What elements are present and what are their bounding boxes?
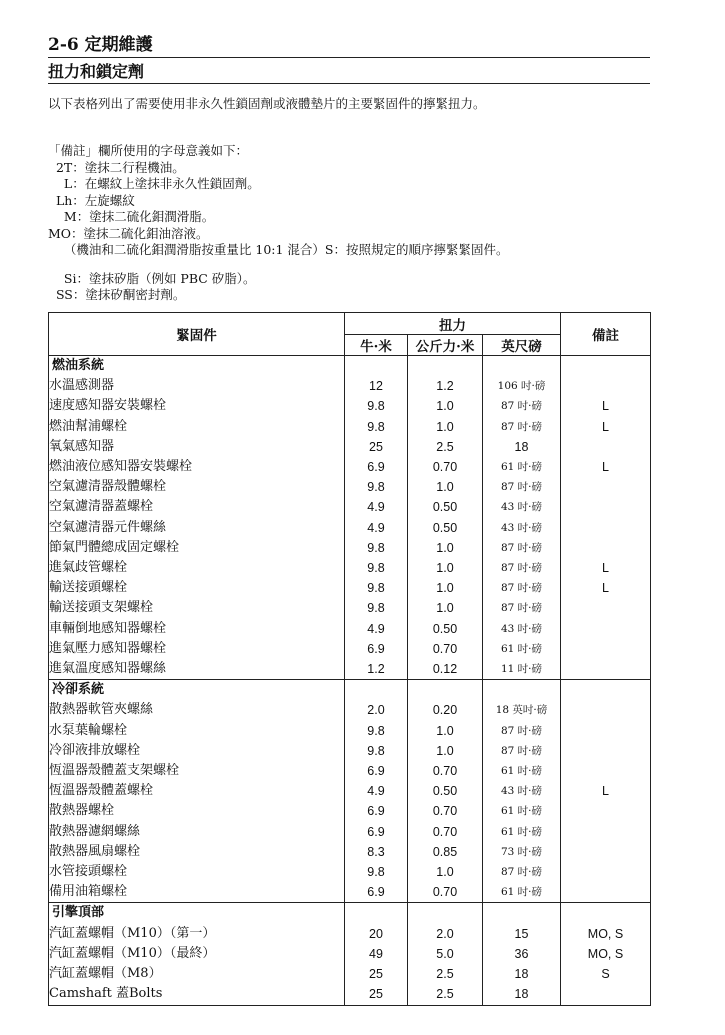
group-row: [49, 356, 651, 377]
group-blank-cell: [408, 356, 483, 377]
subsection-title: 扭力和鎖定劑: [48, 62, 650, 84]
remarks-cell: [561, 761, 651, 781]
ftlb-cell: 43 吋·磅: [483, 518, 561, 538]
table-row: [49, 964, 651, 984]
ftlb-cell: 61 吋·磅: [483, 639, 561, 659]
ftlb-cell: 18: [483, 984, 561, 1005]
kgfm-cell: 0.50: [408, 518, 483, 538]
table-row: [49, 842, 651, 862]
nm-cell: 9.8: [345, 558, 408, 578]
kgfm-cell: 0.12: [408, 659, 483, 680]
header-torque: 扭力: [345, 313, 561, 335]
group-row: [49, 680, 651, 701]
group-blank-cell: [561, 680, 651, 701]
remarks-cell: [561, 497, 651, 517]
ftlb-cell: 18 英吋·磅: [483, 700, 561, 720]
fastener-cell: 恆溫器殼體蓋螺栓: [49, 781, 345, 801]
nm-cell: 49: [345, 944, 408, 964]
fastener-cell: 車輛倒地感知器螺栓: [49, 619, 345, 639]
group-blank-cell: [408, 903, 483, 924]
fastener-cell: 散熱器軟管夾螺絲: [49, 700, 345, 720]
table-row: [49, 598, 651, 618]
table-row: [49, 619, 651, 639]
nm-cell: 6.9: [345, 457, 408, 477]
legend-line: L：在螺紋上塗抹非永久性鎖固劑。: [48, 176, 260, 191]
remarks-cell: [561, 801, 651, 821]
group-name: 冷卻系統: [49, 680, 345, 701]
fastener-cell: 散熱器風扇螺栓: [49, 842, 345, 862]
group-blank-cell: [345, 680, 408, 701]
table-row: [49, 376, 651, 396]
kgfm-cell: 0.70: [408, 639, 483, 659]
ftlb-cell: 36: [483, 944, 561, 964]
header-kgfm: 公斤力·米: [408, 335, 483, 356]
ftlb-cell: 87 吋·磅: [483, 862, 561, 882]
kgfm-cell: 0.50: [408, 497, 483, 517]
fastener-cell: 輸送接頭支架螺栓: [49, 598, 345, 618]
kgfm-cell: 2.5: [408, 984, 483, 1005]
ftlb-cell: 87 吋·磅: [483, 477, 561, 497]
fastener-cell: 進氣歧管螺栓: [49, 558, 345, 578]
fastener-cell: 備用油箱螺栓: [49, 882, 345, 903]
kgfm-cell: 1.0: [408, 538, 483, 558]
remarks-cell: L: [561, 558, 651, 578]
ftlb-cell: 61 吋·磅: [483, 457, 561, 477]
kgfm-cell: 1.0: [408, 396, 483, 416]
nm-cell: 20: [345, 924, 408, 944]
group-row: [49, 903, 651, 924]
kgfm-cell: 1.0: [408, 741, 483, 761]
nm-cell: 25: [345, 984, 408, 1005]
table-row: [49, 721, 651, 741]
legend-line: [48, 259, 508, 271]
kgfm-cell: 0.70: [408, 761, 483, 781]
ftlb-cell: 61 吋·磅: [483, 761, 561, 781]
fastener-cell: 燃油幫浦螺栓: [49, 417, 345, 437]
header-ftlb: 英尺磅: [483, 335, 561, 356]
remarks-cell: [561, 477, 651, 497]
fastener-cell: 水泵葉輪螺栓: [49, 721, 345, 741]
fastener-cell: 節氣門體總成固定螺栓: [49, 538, 345, 558]
kgfm-cell: 0.70: [408, 457, 483, 477]
nm-cell: 9.8: [345, 862, 408, 882]
legend-line: M：塗抹二硫化鉬潤滑脂。: [48, 209, 215, 224]
table-row: [49, 741, 651, 761]
nm-cell: 9.8: [345, 578, 408, 598]
table-row: [49, 862, 651, 882]
remarks-cell: L: [561, 396, 651, 416]
ftlb-cell: 11 吋·磅: [483, 659, 561, 680]
fastener-cell: 水溫感測器: [49, 376, 345, 396]
kgfm-cell: 1.0: [408, 862, 483, 882]
table-row: [49, 659, 651, 680]
group-name: 引擎頂部: [49, 903, 345, 924]
remarks-cell: [561, 538, 651, 558]
group-blank-cell: [483, 903, 561, 924]
table-row: [49, 558, 651, 578]
nm-cell: 12: [345, 376, 408, 396]
remarks-cell: [561, 659, 651, 680]
remarks-cell: L: [561, 457, 651, 477]
nm-cell: 9.8: [345, 538, 408, 558]
remarks-cell: [561, 700, 651, 720]
nm-cell: 6.9: [345, 639, 408, 659]
nm-cell: 4.9: [345, 619, 408, 639]
remarks-cell: S: [561, 964, 651, 984]
nm-cell: 9.8: [345, 598, 408, 618]
kgfm-cell: 2.5: [408, 964, 483, 984]
table-row: [49, 882, 651, 903]
table-row: [49, 761, 651, 781]
nm-cell: 6.9: [345, 882, 408, 903]
kgfm-cell: 1.0: [408, 578, 483, 598]
remarks-cell: L: [561, 781, 651, 801]
table-row: [49, 944, 651, 964]
kgfm-cell: 0.50: [408, 781, 483, 801]
remarks-cell: [561, 639, 651, 659]
kgfm-cell: 0.70: [408, 822, 483, 842]
fastener-cell: 燃油液位感知器安裝螺栓: [49, 457, 345, 477]
kgfm-cell: 0.70: [408, 801, 483, 821]
table-row: [49, 518, 651, 538]
remarks-cell: [561, 518, 651, 538]
legend-line: Si：塗抹矽脂（例如 PBC 矽脂）。: [48, 270, 256, 286]
table-row: [49, 984, 651, 1005]
remarks-cell: [561, 721, 651, 741]
kgfm-cell: 0.50: [408, 619, 483, 639]
nm-cell: 9.8: [345, 721, 408, 741]
group-blank-cell: [345, 903, 408, 924]
ftlb-cell: 87 吋·磅: [483, 396, 561, 416]
kgfm-cell: 2.5: [408, 437, 483, 457]
legend-line: （機油和二硫化鉬潤滑脂按重量比 10:1 混合）S：按照規定的順序擰緊緊固件。: [48, 242, 509, 257]
kgfm-cell: 0.85: [408, 842, 483, 862]
remarks-cell: [561, 842, 651, 862]
kgfm-cell: 0.20: [408, 700, 483, 720]
table-row: [49, 477, 651, 497]
remarks-cell: MO, S: [561, 944, 651, 964]
fastener-cell: 冷卻液排放螺栓: [49, 741, 345, 761]
ftlb-cell: 87 吋·磅: [483, 598, 561, 618]
legend-line: MO：塗抹二硫化鉬油溶液。: [48, 225, 209, 241]
remarks-cell: [561, 437, 651, 457]
header-fastener: 緊固件: [49, 313, 345, 356]
kgfm-cell: 1.0: [408, 598, 483, 618]
nm-cell: 1.2: [345, 659, 408, 680]
nm-cell: 2.0: [345, 700, 408, 720]
ftlb-cell: 87 吋·磅: [483, 417, 561, 437]
fastener-cell: 恆溫器殼體蓋支架螺栓: [49, 761, 345, 781]
nm-cell: 6.9: [345, 761, 408, 781]
group-blank-cell: [408, 680, 483, 701]
kgfm-cell: 1.0: [408, 558, 483, 578]
kgfm-cell: 1.0: [408, 477, 483, 497]
remarks-cell: [561, 376, 651, 396]
remarks-cell: [561, 984, 651, 1005]
table-row: [49, 822, 651, 842]
kgfm-cell: 1.0: [408, 721, 483, 741]
nm-cell: 9.8: [345, 477, 408, 497]
remarks-cell: [561, 741, 651, 761]
legend-line: 2T：塗抹二行程機油。: [48, 159, 185, 175]
fastener-cell: 輸送接頭螺栓: [49, 578, 345, 598]
remarks-cell: [561, 822, 651, 842]
ftlb-cell: 106 吋·磅: [483, 376, 561, 396]
table-row: [49, 497, 651, 517]
ftlb-cell: 61 吋·磅: [483, 822, 561, 842]
table-row: [49, 924, 651, 944]
kgfm-cell: 2.0: [408, 924, 483, 944]
remarks-cell: [561, 862, 651, 882]
nm-cell: 9.8: [345, 396, 408, 416]
fastener-cell: 水管接頭螺栓: [49, 862, 345, 882]
nm-cell: 4.9: [345, 781, 408, 801]
ftlb-cell: 87 吋·磅: [483, 538, 561, 558]
table-row: [49, 700, 651, 720]
nm-cell: 25: [345, 964, 408, 984]
nm-cell: 4.9: [345, 497, 408, 517]
kgfm-cell: 1.0: [408, 417, 483, 437]
nm-cell: 25: [345, 437, 408, 457]
table-row: [49, 396, 651, 416]
remarks-cell: MO, S: [561, 924, 651, 944]
table-row: [49, 417, 651, 437]
nm-cell: 9.8: [345, 417, 408, 437]
legend-line: SS：塗抹矽酮密封劑。: [48, 287, 186, 302]
section-title: 2-6 定期維護: [48, 34, 650, 58]
group-blank-cell: [345, 356, 408, 377]
legend-line: Lh：左旋螺紋: [48, 192, 135, 208]
table-row: [49, 437, 651, 457]
table-row: [49, 801, 651, 821]
table-row: [49, 457, 651, 477]
ftlb-cell: 73 吋·磅: [483, 842, 561, 862]
kgfm-cell: 1.2: [408, 376, 483, 396]
intro-text: 以下表格列出了需要使用非永久性鎖固劑或液體墊片的主要緊固件的擰緊扭力。: [48, 96, 486, 111]
fastener-cell: 汽缸蓋螺帽（M10）（第一）: [49, 924, 345, 944]
fastener-cell: 進氣壓力感知器螺栓: [49, 639, 345, 659]
ftlb-cell: 18: [483, 964, 561, 984]
nm-cell: 8.3: [345, 842, 408, 862]
kgfm-cell: 0.70: [408, 882, 483, 903]
fastener-cell: 速度感知器安裝螺栓: [49, 396, 345, 416]
group-name: 燃油系統: [49, 356, 345, 377]
header-nm: 牛·米: [345, 335, 408, 356]
fastener-cell: Camshaft 蓋Bolts: [49, 984, 345, 1005]
legend-line: 「備註」欄所使用的字母意義如下：: [48, 143, 249, 158]
fastener-cell: 氧氣感知器: [49, 437, 345, 457]
nm-cell: 4.9: [345, 518, 408, 538]
fastener-cell: 空氣濾清器殼體螺栓: [49, 477, 345, 497]
remarks-legend: [48, 143, 508, 304]
nm-cell: 6.9: [345, 822, 408, 842]
header-remarks: 備註: [561, 313, 651, 356]
ftlb-cell: 43 吋·磅: [483, 781, 561, 801]
ftlb-cell: 87 吋·磅: [483, 721, 561, 741]
ftlb-cell: 43 吋·磅: [483, 497, 561, 517]
group-blank-cell: [483, 356, 561, 377]
ftlb-cell: 61 吋·磅: [483, 882, 561, 903]
ftlb-cell: 87 吋·磅: [483, 558, 561, 578]
nm-cell: 6.9: [345, 801, 408, 821]
fastener-cell: 空氣濾清器元件螺絲: [49, 518, 345, 538]
ftlb-cell: 87 吋·磅: [483, 578, 561, 598]
ftlb-cell: 18: [483, 437, 561, 457]
fastener-cell: 空氣濾清器蓋螺栓: [49, 497, 345, 517]
group-blank-cell: [561, 356, 651, 377]
remarks-cell: [561, 882, 651, 903]
remarks-cell: L: [561, 417, 651, 437]
kgfm-cell: 5.0: [408, 944, 483, 964]
fastener-cell: 進氣溫度感知器螺絲: [49, 659, 345, 680]
ftlb-cell: 43 吋·磅: [483, 619, 561, 639]
remarks-cell: [561, 598, 651, 618]
table-row: [49, 578, 651, 598]
fastener-cell: 散熱器濾網螺絲: [49, 822, 345, 842]
table-row: [49, 538, 651, 558]
group-blank-cell: [483, 680, 561, 701]
fastener-cell: 汽缸蓋螺帽（M8）: [49, 964, 345, 984]
ftlb-cell: 15: [483, 924, 561, 944]
ftlb-cell: 87 吋·磅: [483, 741, 561, 761]
table-row: [49, 781, 651, 801]
table-row: [49, 639, 651, 659]
remarks-cell: [561, 619, 651, 639]
torque-table: [48, 312, 651, 1006]
group-blank-cell: [561, 903, 651, 924]
nm-cell: 9.8: [345, 741, 408, 761]
fastener-cell: 散熱器螺栓: [49, 801, 345, 821]
ftlb-cell: 61 吋·磅: [483, 801, 561, 821]
remarks-cell: L: [561, 578, 651, 598]
fastener-cell: 汽缸蓋螺帽（M10）（最終）: [49, 944, 345, 964]
